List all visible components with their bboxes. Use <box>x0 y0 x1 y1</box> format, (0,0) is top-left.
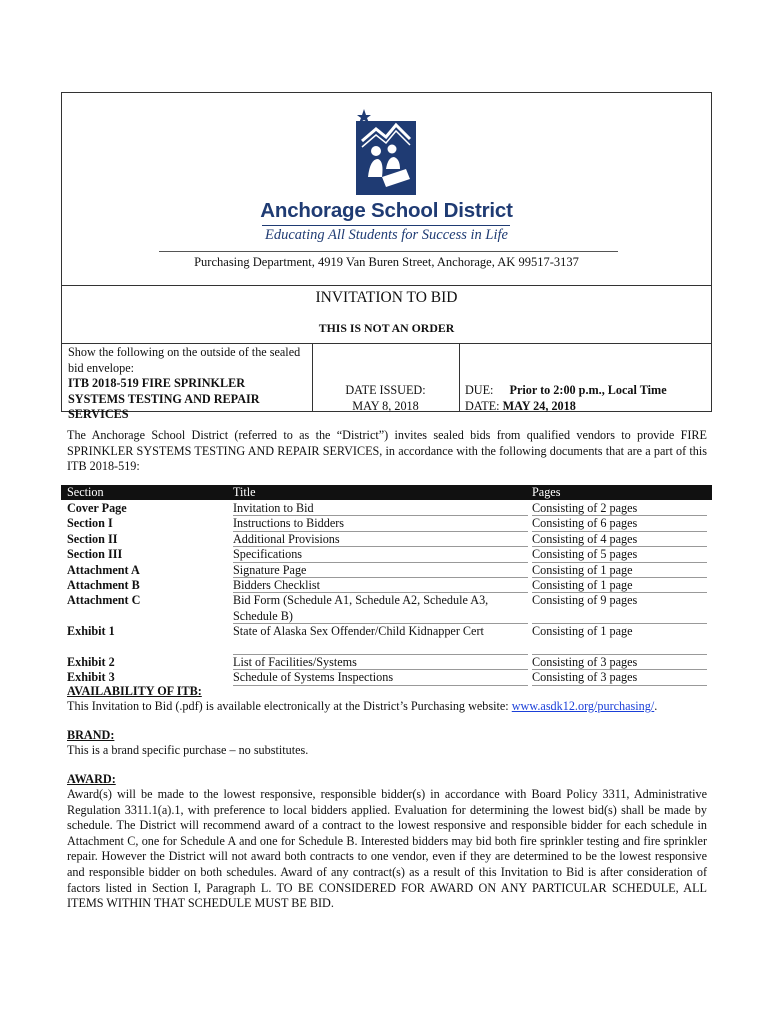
row-section: Attachment A <box>67 562 140 577</box>
row-pages: Consisting of 6 pages <box>532 516 638 531</box>
due-date <box>465 383 710 414</box>
row-section: Section I <box>67 516 113 531</box>
intro-paragraph: The Anchorage School District (referred to as the “District”) invites sealed bids from qualified vendors to provide FIRE SPRINKLER SYSTEMS TESTING AND REPAIR SERVICES, in accordance with the following documents that are a part of this ITB 2018-519: <box>67 428 707 473</box>
row-title: Additional Provisions <box>233 531 340 546</box>
award-paragraph: Award(s) will be made to the lowest responsive, responsible bidder(s) in accordance with Board Policy 3311, Administrative Regulation 3311.1(a).1, with preference to local bidders applied. Evaluation for determining the lowest bid(s) shall be made by schedule. The District will recommend award of a contract to the lowest responsive and responsible bidder for each schedule in Attachment C, one for Schedule A and one for Schedule B. Interested bidders may bid both fire sprinkler testing and fire sprinkler repair. However the District will not award both contracts to one vendor, even if they are determined to be the lowest responsive and responsible bidder on both schedules. Award of any contract(s) as a result of this Invitation to Bid is after consideration of factors listed in Section I, Paragraph L. TO BE CONSIDERED FOR AWARD ON ANY PARTICULAR SCHEDULE, ALL ITEMS WITHIN THAT SCHEDULE MUST BE BID. <box>67 787 707 911</box>
row-title: Invitation to Bid <box>233 501 314 515</box>
due-date-label: DATE: <box>465 398 500 413</box>
date-issued-value: MAY 8, 2018 <box>352 398 419 413</box>
due-label: DUE: <box>465 383 494 397</box>
table-row <box>61 563 712 578</box>
row-title: Bid Form (Schedule A1, Schedule A2, Schedule A3, Schedule B) <box>233 593 489 623</box>
row-section: Exhibit 1 <box>67 624 115 639</box>
address: Purchasing Department, 4919 Van Buren Street, Anchorage, AK 99517-3137 <box>194 255 579 269</box>
table-row <box>61 516 712 531</box>
header-section: Section <box>67 485 104 499</box>
row-title: Bidders Checklist <box>233 578 320 592</box>
envelope-itb-line: SYSTEMS TESTING AND REPAIR <box>68 391 260 406</box>
table-row <box>61 547 712 562</box>
envelope-instructions <box>68 345 308 423</box>
divider <box>459 343 460 411</box>
table-row <box>61 624 712 655</box>
row-pages: Consisting of 2 pages <box>532 501 638 515</box>
availability-heading: AVAILABILITY OF ITB: <box>67 684 202 698</box>
row-title: Signature Page <box>233 562 307 577</box>
subtitle: THIS IS NOT AN ORDER <box>318 321 455 335</box>
due-time: Prior to 2:00 p.m., Local Time <box>509 383 667 397</box>
divider <box>62 343 711 344</box>
row-title: State of Alaska Sex Offender/Child Kidnapper Cert <box>233 624 484 639</box>
row-pages: Consisting of 9 pages <box>532 593 638 608</box>
envelope-itb-line: SERVICES <box>68 407 129 421</box>
row-section: Attachment B <box>67 578 140 592</box>
brand-paragraph: This is a brand specific purchase – no substitutes. <box>67 743 309 757</box>
table-header <box>61 485 712 500</box>
cell-underline <box>532 685 707 686</box>
row-section: Section II <box>67 531 118 546</box>
table-row <box>61 532 712 547</box>
row-section: Attachment C <box>67 593 141 608</box>
table-row <box>61 578 712 593</box>
header-pages: Pages <box>532 485 561 499</box>
district-name: Anchorage School District <box>260 199 513 222</box>
envelope-line: Show the following on the outside of the sealed <box>68 345 301 359</box>
table-row <box>61 593 712 624</box>
row-pages: Consisting of 3 pages <box>532 670 638 685</box>
row-section: Cover Page <box>67 501 127 515</box>
asd-logo-icon <box>352 107 420 195</box>
row-title: Instructions to Bidders <box>233 516 345 531</box>
availability-text: This Invitation to Bid (.pdf) is available electronically at the District’s Purchasing website: <box>67 699 512 713</box>
row-pages: Consisting of 1 page <box>532 562 633 577</box>
row-title: Specifications <box>233 547 303 562</box>
row-pages: Consisting of 3 pages <box>532 655 638 669</box>
header-title: Title <box>233 485 256 499</box>
row-title: Schedule of Systems Inspections <box>233 670 394 685</box>
divider <box>159 251 618 252</box>
date-issued <box>312 383 459 414</box>
purchasing-link[interactable]: www.asdk12.org/purchasing/ <box>511 699 655 713</box>
brand-heading: BRAND: <box>67 728 115 742</box>
row-title: List of Facilities/Systems <box>233 655 357 669</box>
availability-period: . <box>654 699 658 713</box>
header-box <box>61 92 712 421</box>
row-pages: Consisting of 1 page <box>532 578 633 592</box>
table-row <box>61 655 712 670</box>
row-pages: Consisting of 5 pages <box>532 547 638 562</box>
row-section: Exhibit 2 <box>67 655 115 669</box>
due-date-value: MAY 24, 2018 <box>502 398 576 413</box>
row-pages: Consisting of 1 page <box>532 624 633 639</box>
row-section: Section III <box>67 547 123 562</box>
cell-underline <box>233 685 528 686</box>
envelope-itb-line: ITB 2018-519 FIRE SPRINKLER <box>68 376 246 390</box>
tagline: Educating All Students for Success in Life <box>265 227 508 243</box>
row-section: Exhibit 3 <box>67 670 115 685</box>
date-issued-label: DATE ISSUED: <box>345 383 426 397</box>
award-heading: AWARD: <box>67 772 116 786</box>
availability-paragraph <box>67 699 707 715</box>
page-title: INVITATION TO BID <box>315 289 458 306</box>
divider <box>62 285 711 286</box>
envelope-line: bid envelope: <box>68 360 134 375</box>
table-row <box>61 501 712 516</box>
divider <box>262 225 510 226</box>
row-pages: Consisting of 4 pages <box>532 531 638 546</box>
